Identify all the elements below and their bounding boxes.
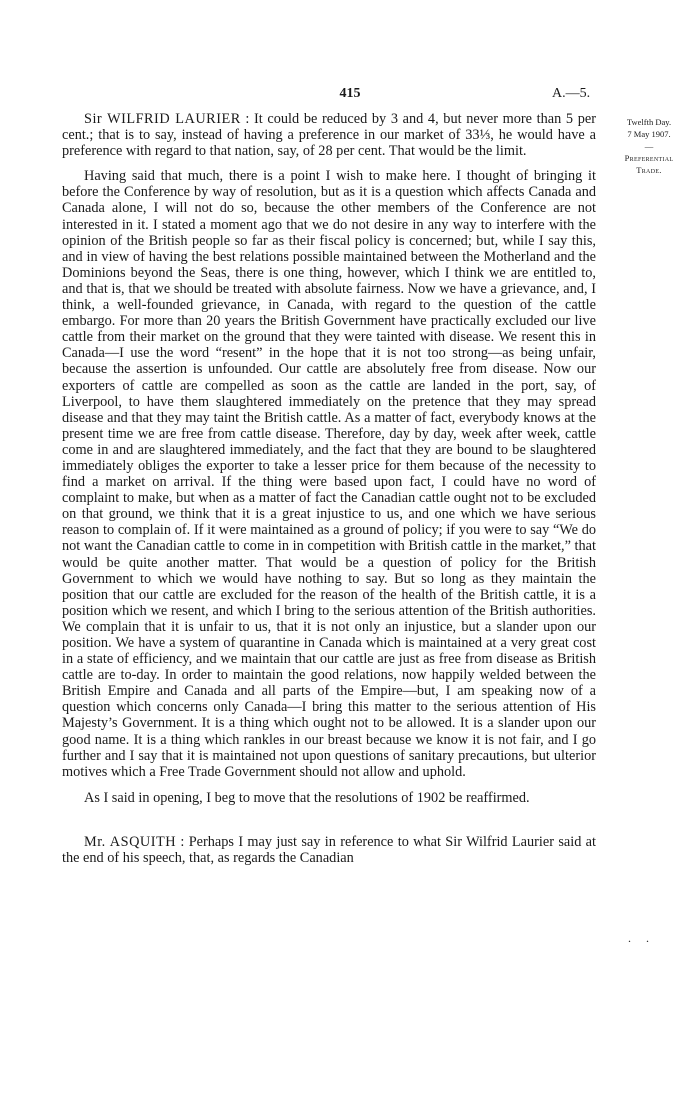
paragraph-text: : It could be reduced by 3 and 4, but never more than 5 per cent.; that is to say, instead of having a preference in our market of 33⅓, he would have a preference with regard to that nation, say, of 28 per cent. That would be the limit.	[62, 111, 596, 160]
sidenote-topic-2: Trade.	[636, 165, 662, 175]
body-text	[62, 111, 596, 866]
paragraph-asquith-speech	[62, 834, 596, 866]
sidenote-topic: Preferential	[624, 153, 674, 163]
margin-sidenote	[604, 116, 694, 176]
paper-code: A.—5.	[552, 86, 591, 101]
paragraph-text: Having said that much, there is a point I wish to make here. I thought of bringing it before the Conference by way of resolution, but as it is a question which affects Canada and Canada alone, I will not do so, because the other members of the Conference are not interested in it. I stated a moment ago that we do not desire in any way to interfere with the opinion of the British people so far as their fiscal policy is concerned; but, while I say this, and in view of having the best relations possible maintained between the Motherland and the Dominions beyond the Seas, there is one thing, however, which I think we are entitled to, and that is, that we should be treated with absolute fairness. Now we have a grievance, and, I think, a well-founded grievance, in Canada, with regard to the question of the cattle embargo. For more than 20 years the British Government have practically excluded our live cattle from their market on the ground that they were tainted with disease. We resent this in Canada—I use the word “resent” in the hope that it is not too strong—as being unfair, because the assertion is unfounded. Our cattle are absolutely free from disease. Now our exporters of cattle are compelled as soon as the cattle are landed in the port, say, of Liverpool, to have them slaughtered immediately on the pretence that they may spread disease and that they may taint the British cattle. As a matter of fact, everybody knows at the present time we are free from cattle disease. Therefore, day by day, week after week, cattle come in and are slaughtered immediately, and the fact that they are bound to be slaughtered immediately obliges the exporter to take a lesser price for them because of the necessity to find a market on arrival. If the thing were based upon fact, I could have no word of complaint to make, but when as a matter of fact the Canadian cattle ought not to be excluded on that ground, we think that it is a great injustice to us, and one which we have serious reason to complain of. If it were maintained as a ground of policy; if you were to say “We do not want the Canadian cattle to come in in competition with British cattle in the market,” that would be quite another matter. That would be a question of policy for the British Government to which we would have nothing to say. But so long as they maintain the position that our cattle are excluded for the reason of the health of the British cattle, it is a position which we resent, and which I bring to the serious attention of the British authorities. We complain that it is unfair to us, that it is not only an injustice, but a slander upon our position. We have a system of quarantine in Canada which is maintained at a very great cost in a state of efficiency, and we maintain that our cattle are just as free from disease as British cattle are to-day. In order to maintain the good relations, now happily welded between the British Empire and Canada and all parts of the Empire—but, I am speaking now of a question which concerns only Canada—I bring this matter to the serious attention of His Majesty’s Government. It is a thing which ought not to be allowed. It is a slander upon our good name. It is a thing which rankles in our breast because we know it is not fair, and I go further and I say that it is maintained not upon questions of sanitary precautions, but ulterior motives which a Free Trade Government should not allow and uphold.	[62, 168, 596, 780]
margin-mark: . .	[628, 931, 655, 945]
paragraph-text: As I said in opening, I beg to move that the resolutions of 1902 be reaffirmed.	[84, 789, 530, 806]
sidenote-day: Twelfth Day.	[626, 117, 672, 127]
sidenote-date: 7 May 1907.	[627, 129, 671, 139]
speaker-name: Sir WILFRID LAURIER	[84, 111, 241, 127]
paragraph-cattle-embargo	[62, 168, 596, 780]
paragraph-text: : Perhaps I may just say in reference to what Sir Wilfrid Laurier said at the end of his speech, that, as regards the Canadian	[62, 833, 597, 867]
paragraph-laurier-speech	[62, 111, 596, 159]
paragraph-motion	[62, 790, 596, 806]
page-number: 415	[339, 86, 361, 101]
sidenote-dash: —	[644, 141, 654, 151]
speaker-name: Mr. ASQUITH	[84, 833, 177, 850]
